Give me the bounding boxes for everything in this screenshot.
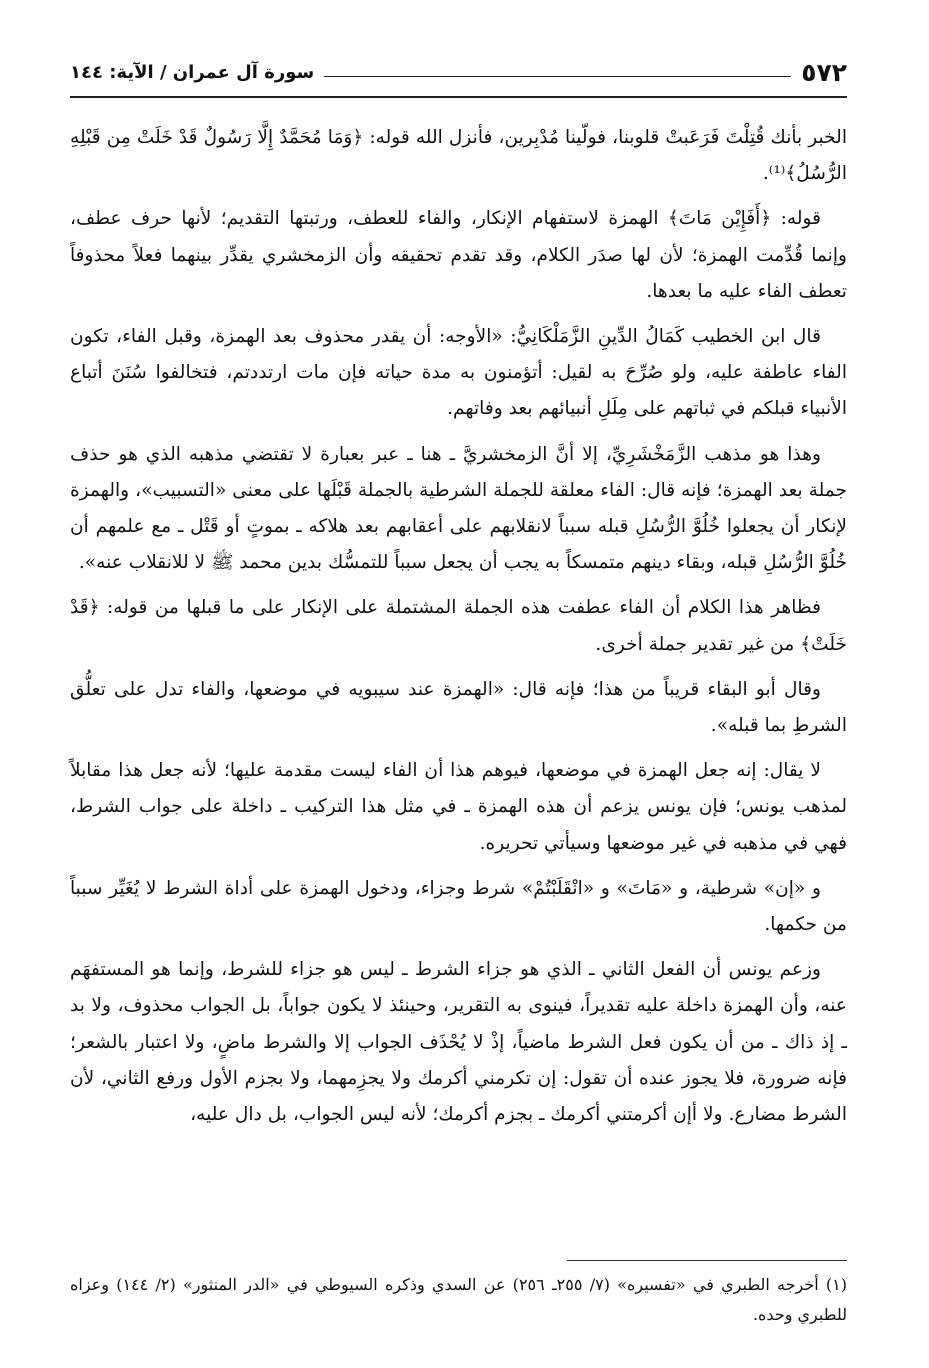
- paragraph: وهذا هو مذهب الزَّمَخْشَرِيِّ، إلا أنَّ الزمخشريَّ ـ هنا ـ عبر بعبارة لا تقتضي مذهبه الذي هو حذف جملة بعد الهمزة؛ فإنه قال: الفاء معلقة للجملة الشرطية بالجملة قَبْلَها على معنى «التسبيب»، والهمزة لإنكار أن يجعلوا خُلُوَّ الرُّسُلِ قبله سبباً لانقلابهم على أعقابهم بعد هلاكه ـ بموتٍ أو قَتْل ـ مع علمهم أن خُلُوَّ الرُّسُلِ قبله، وبقاء دينهم متمسكاً به يجب أن يجعل سبباً للتمسُّك بدين محمد ﷺ لا للانقلاب عنه».: [70, 443, 847, 574]
- footnote-divider: [567, 1260, 847, 1261]
- page-header: [70, 50, 847, 94]
- paragraph: فظاهر هذا الكلام أن الفاء عطفت هذه الجملة المشتملة على الإنكار على ما قبلها من قوله: ﴿قَدْ خَلَتْ﴾ من غير تقدير جملة أخرى.: [70, 597, 847, 655]
- header-rule: [324, 76, 791, 77]
- paragraph: قوله: ﴿أَفَإِيْن مَاتَ﴾ الهمزة لاستفهام الإنكار، والفاء للعطف، ورتبتها التقديم؛ لأنها حرف عطف، وإنما قُدِّمت الهمزة؛ لأن لها صدَر الكلام، وقد تقدم تحقيقه وأن الزمخشري يقدِّر بينهما فعلاً محذوفاً تعطف الفاء عليه ما بعدها.: [70, 208, 847, 302]
- paragraph: الخبر بأنك قُتِلْتَ فَرَعَبتْ قلوبنا، فولّينا مُدْبِرين، فأنزل الله قوله: ﴿وَمَا مُحَمَّدٌ إِلَّا رَسُولٌ قَدْ خَلَتْ مِن قَبْلِهِ الرُّسُلُ﴾⁽¹⁾.: [70, 127, 847, 185]
- paragraph: قال ابن الخطيب كَمَالُ الدِّينِ الزَّمَلْكَانِيُّ: «الأوجه: أن يقدر محذوف بعد الهمزة، وقبل الفاء، تكون الفاء عاطفة عليه، ولو صُرِّحَ به لقيل: أتؤمنون به مدة حياته فإن مات ارتددتم، فتخالفوا سُنَنَ أتباع الأنبياء قبلكم في ثباتهم على مِلَلِ أنبيائهم بعد وفاتهم.: [70, 326, 847, 420]
- paragraph: و «إن» شرطية، و «مَاتَ» و «انْقَلَبْتُمْ» شرط وجزاء، ودخول الهمزة على أداة الشرط لا يُغَيِّر سبباً من حكمها.: [70, 877, 847, 936]
- main-text: [70, 120, 847, 1133]
- running-title: سورة آل عمران / الآية: ١٤٤: [70, 61, 315, 83]
- header-divider: [70, 96, 847, 98]
- footnotes: [70, 1270, 847, 1330]
- paragraph: وقال أبو البقاء قريباً من هذا؛ فإنه قال: «الهمزة عند سيبويه في موضعها، والفاء تدل على تعلُّق الشرطِ بما قبله».: [70, 678, 847, 737]
- footnote: (١) أخرجه الطبري في «تفسيره» (٧/ ٢٥٥ـ ٢٥٦) عن السدي وذكره السيوطي في «الدر المنثور» (٢/ ١٤٤) وعزاه للطبري وحده.: [70, 1275, 848, 1324]
- paragraph: لا يقال: إنه جعل الهمزة في موضعها، فيوهم هذا أن الفاء ليست مقدمة عليها؛ لأنه جعل هذا مقابلاً لمذهب يونس؛ فإن يونس يزعم أن هذه الهمزة ـ في مثل هذا التركيب ـ داخلة على جواب الشرط، فهي في مذهبه في غير موضعها وسيأتي تحريره.: [70, 760, 847, 854]
- paragraph: وزعم يونس أن الفعل الثاني ـ الذي هو جزاء الشرط ـ ليس هو جزاء للشرط، وإنما هو المستفهَم عنه، وأن الهمزة داخلة عليه تقديراً، فينوى به التقرير، وحينئذ لا يكون جواباً، بل الجواب محذوف، ولا بد ـ إذ ذاك ـ من أن يكون فعل الشرط ماضياً، إذْ لا يُحْذَف الجواب إلا والشرط ماضٍ، ولا اعتبار بالشعر؛ فإنه ضرورة، فلا يجوز عنده أن تقول: إن تكرمني أكرمك ولا يجزِمهما، ولا بجزم الأول ورفع الثاني، لأن الشرط مضارع. ولا أإن أكرمتني أكرمك ـ بجزم أكرمك؛ لأنه ليس الجواب، بل دال عليه،: [70, 959, 847, 1126]
- page-number: ٥٧٢: [801, 57, 847, 87]
